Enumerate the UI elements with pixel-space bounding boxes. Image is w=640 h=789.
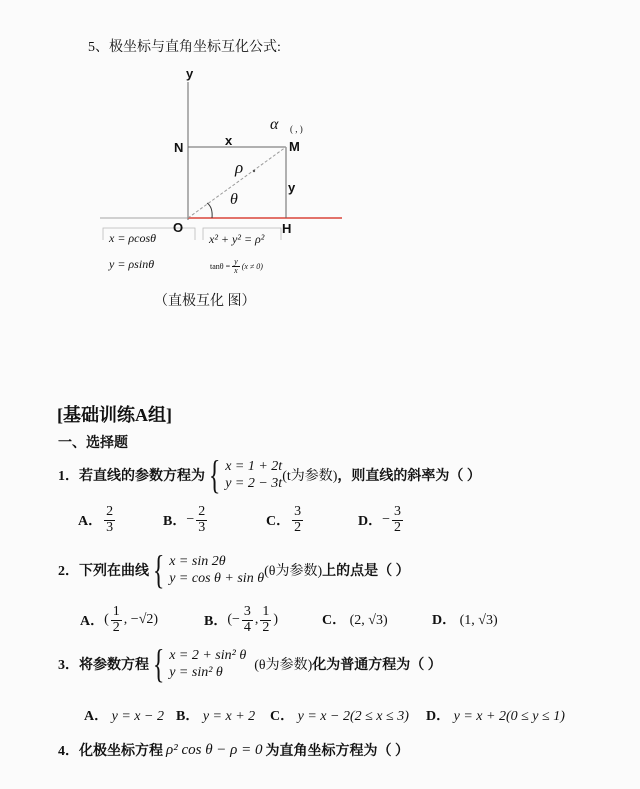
q3-option-b-label: B． [176, 709, 200, 724]
paren-label: ( , ) [290, 124, 303, 134]
q2-sys-row-2: y = cos θ + sin θ [169, 571, 265, 586]
q3-option-c-label: C． [270, 709, 295, 724]
q1-suffix: ，则直线的斜率为（ ） [337, 469, 481, 484]
q3-prefix: 将参数方程 [79, 658, 149, 673]
training-title: [基础训练A组] [57, 405, 172, 425]
q1-option-d-den: 2 [394, 519, 402, 535]
q1-option-a-den: 3 [106, 519, 114, 535]
q4-suffix: 为直角坐标方程为（ ） [265, 744, 410, 759]
q2-suffix: 上的点是（ ） [322, 564, 410, 579]
q1-option-a-num: 2 [106, 504, 114, 519]
q3-option-a-label: A． [84, 709, 109, 724]
q1-option-c-label: C． [266, 514, 291, 530]
q1-option-d[interactable] [358, 505, 405, 535]
q2-option-a-label: A． [80, 614, 105, 630]
q1-option-a[interactable] [78, 505, 117, 535]
q1-option-b-sign: − [186, 512, 195, 528]
q3-sys-row-1: x = 2 + sin² θ [169, 647, 247, 663]
point-m-label: M [289, 139, 300, 154]
q4-equation: ρ² cos θ − ρ = 0 [166, 741, 263, 758]
q1-option-d-num: 3 [394, 504, 402, 519]
q1-option-a-label: A． [78, 514, 103, 530]
q1-option-b-den: 3 [198, 519, 206, 535]
q3-option-c-text: y = x − 2(2 ≤ x ≤ 3) [297, 709, 409, 724]
question-3 [58, 643, 442, 685]
q1-option-b[interactable] [163, 505, 209, 535]
q1-sys-row-2: y = 2 − 3t [225, 476, 283, 491]
q2-option-a[interactable]: A． ( $\frac{1}{2}$ , −√2) [80, 604, 159, 635]
q2-option-d-text: (1, √3) [459, 613, 498, 628]
q2-option-b-label: B． [204, 614, 228, 630]
formula-tan-den: x [234, 266, 238, 276]
q3-option-d[interactable] [426, 705, 565, 725]
q4-prefix: 化极坐标方程 [79, 744, 163, 759]
q3-option-a-text: y = x − 2 [111, 709, 164, 724]
q3-option-b-text: y = x + 2 [202, 709, 256, 724]
q3-option-d-label: D． [426, 709, 451, 724]
point-n-label: N [174, 140, 184, 155]
q1-option-c-den: 2 [294, 519, 302, 535]
point-h-label: H [282, 221, 292, 236]
formula-y: y = ρsinθ [109, 257, 155, 271]
section-heading: 5、极坐标与直角坐标互化公式: [88, 40, 281, 55]
q1-system: { x = 1 + 2t y = 2 − 3t [208, 452, 283, 497]
q2-option-c[interactable] [322, 609, 388, 629]
diagram-caption: （直极互化 图） [154, 294, 256, 309]
coordinate-diagram [0, 60, 400, 240]
formula-tan-left: tanθ = [210, 262, 231, 272]
q2-option-d[interactable] [432, 609, 498, 629]
rho-label: ρ [235, 158, 244, 177]
q1-number: 1． [58, 469, 79, 484]
q2-param-note: (θ为参数) [264, 564, 323, 579]
q3-number: 3． [58, 658, 79, 673]
q2-sys-row-1: x = sin 2θ [169, 553, 226, 569]
q1-option-d-label: D． [358, 514, 383, 530]
alpha-label: α [270, 116, 279, 133]
q3-param-note: (θ为参数) [254, 658, 313, 673]
origin-o-label: O [173, 220, 184, 235]
q1-option-d-fraction [392, 505, 403, 535]
q3-sys-row-2: y = sin² θ [169, 665, 223, 680]
q3-option-d-text: y = x + 2(0 ≤ y ≤ 1) [453, 709, 565, 724]
center-dot [253, 170, 255, 172]
q2-system: { x = sin 2θ y = cos θ + sin θ [152, 547, 265, 592]
formula-r-squared: x² + y² = ρ² [209, 232, 265, 246]
q1-option-c-fraction [292, 505, 303, 535]
section-one-title: 一、选择题 [58, 436, 128, 451]
formula-tan [210, 258, 263, 276]
q3-option-c[interactable] [270, 705, 409, 725]
y-axis-label: y [186, 66, 194, 81]
q2-option-c-label: C． [322, 613, 347, 628]
q3-option-b[interactable] [176, 705, 255, 725]
formula-tan-num: y [234, 257, 238, 266]
q3-option-a[interactable] [84, 705, 164, 725]
formula-x: x = ρcosθ [109, 231, 157, 245]
q3-suffix: 化为普通方程为（ ） [312, 658, 442, 673]
q4-number: 4． [58, 744, 79, 759]
q2-number: 2． [58, 564, 79, 579]
q1-option-b-num: 2 [198, 504, 206, 519]
q3-system: { x = 2 + sin² θ y = sin² θ [152, 641, 247, 686]
q2-option-c-text: (2, √3) [349, 613, 388, 628]
angle-arc [207, 203, 212, 218]
q1-option-c-num: 3 [294, 504, 302, 519]
q1-param-note: (t为参数) [282, 469, 338, 484]
formula-tan-fraction [232, 258, 240, 276]
question-4 [58, 740, 409, 760]
q1-option-b-label: B． [163, 514, 187, 530]
q2-prefix: 下列在曲线 [79, 564, 149, 579]
q1-option-a-fraction [104, 505, 115, 535]
theta-label: θ [230, 191, 238, 208]
q2-option-d-label: D． [432, 613, 457, 628]
question-1 [58, 452, 481, 498]
y-side-label: y [288, 180, 296, 195]
q1-option-d-sign: − [382, 512, 391, 528]
x-side-label: x [225, 133, 233, 148]
q1-sys-row-1: x = 1 + 2t [225, 458, 283, 474]
q2-option-b[interactable]: B． (− $\frac{3}{4}$ , $\frac{1}{2}$ ) [204, 604, 279, 635]
q1-option-c[interactable] [266, 505, 305, 535]
q1-option-b-fraction [196, 505, 207, 535]
q1-prefix: 若直线的参数方程为 [79, 469, 205, 484]
formula-tan-right: (x ≠ 0) [241, 262, 263, 272]
question-2 [58, 547, 410, 592]
